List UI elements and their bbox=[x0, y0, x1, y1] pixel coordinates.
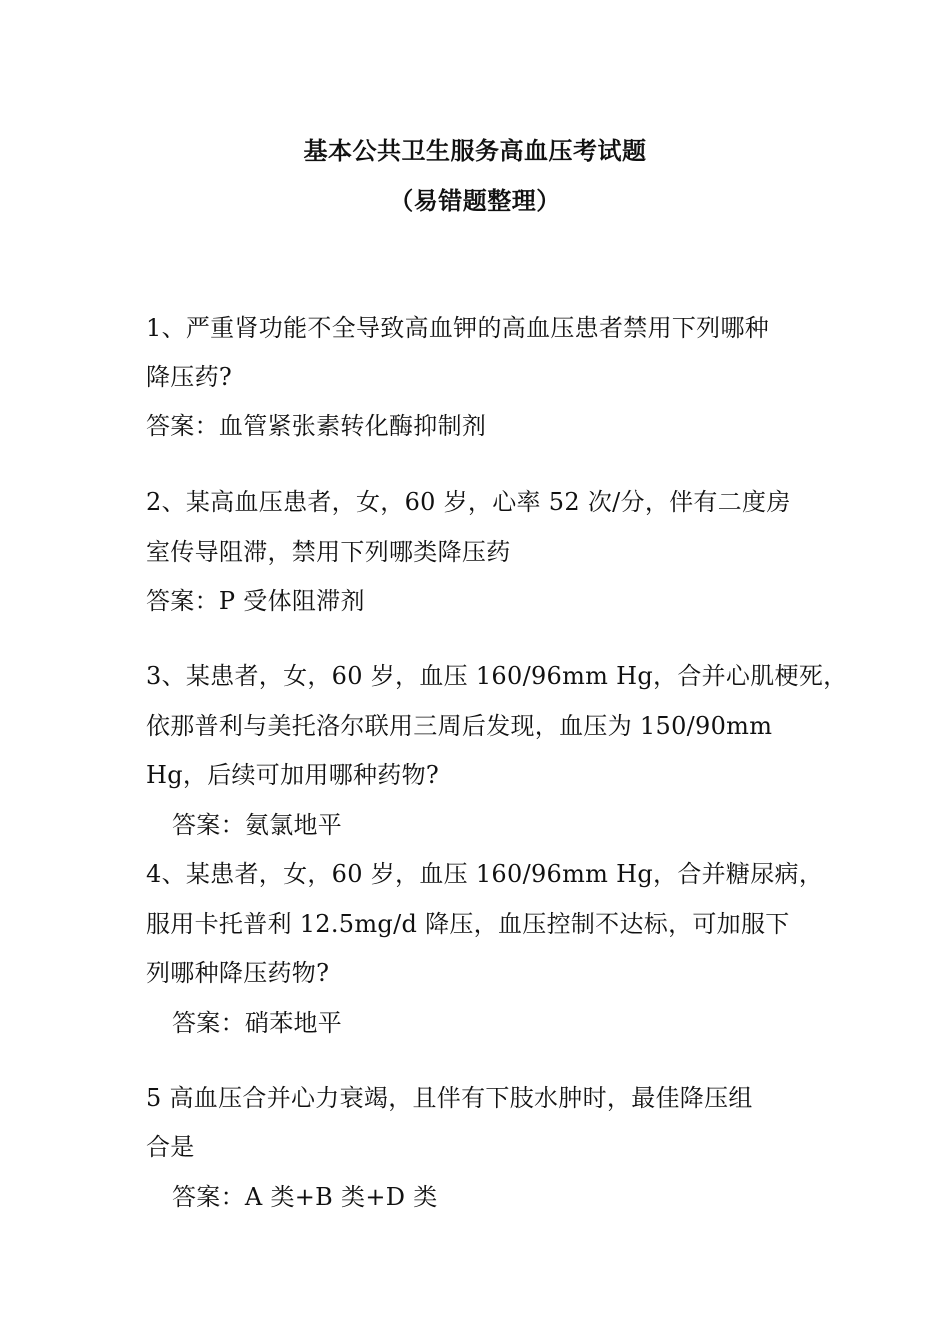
question-1-answer: 答案：血管紧张素转化酶抑制剂 bbox=[146, 412, 487, 440]
question-4-answer: 答案：硝苯地平 bbox=[172, 1009, 343, 1037]
question-2-answer: 答案：P 受体阻滞剂 bbox=[146, 587, 365, 615]
question-4-line-3: 列哪种降压药物? bbox=[146, 959, 330, 987]
question-1-line-2: 降压药? bbox=[146, 363, 233, 391]
question-5-line-2: 合是 bbox=[146, 1133, 195, 1161]
question-3-line-1: 3、某患者，女，60 岁，血压 160/96mm Hg，合并心肌梗死， bbox=[146, 662, 848, 690]
question-3-line-2: 依那普利与美托洛尔联用三周后发现，血压为 150/90mm bbox=[146, 712, 773, 740]
question-1-line-1: 1、严重肾功能不全导致高血钾的高血压患者禁用下列哪种 bbox=[146, 314, 770, 342]
question-2-line-2: 室传导阻滞，禁用下列哪类降压药 bbox=[146, 538, 511, 566]
question-5-answer: 答案：A 类+B 类+D 类 bbox=[172, 1183, 438, 1211]
document-subtitle: （易错题整理） bbox=[389, 186, 561, 215]
question-5-line-1: 5 高血压合并心力衰竭，且伴有下肢水肿时，最佳降压组 bbox=[146, 1084, 753, 1112]
question-3-answer: 答案：氨氯地平 bbox=[172, 811, 343, 839]
question-2-line-1: 2、某高血压患者，女，60 岁，心率 52 次/分，伴有二度房 bbox=[146, 488, 791, 516]
question-3-line-3: Hg，后续可加用哪种药物? bbox=[146, 761, 440, 789]
question-4-line-1: 4、某患者，女，60 岁，血压 160/96mm Hg，合并糖尿病， bbox=[146, 860, 824, 888]
question-4-line-2: 服用卡托普利 12.5mg/d 降压，血压控制不达标，可加服下 bbox=[146, 910, 790, 938]
document-title: 基本公共卫生服务高血压考试题 bbox=[303, 136, 647, 165]
